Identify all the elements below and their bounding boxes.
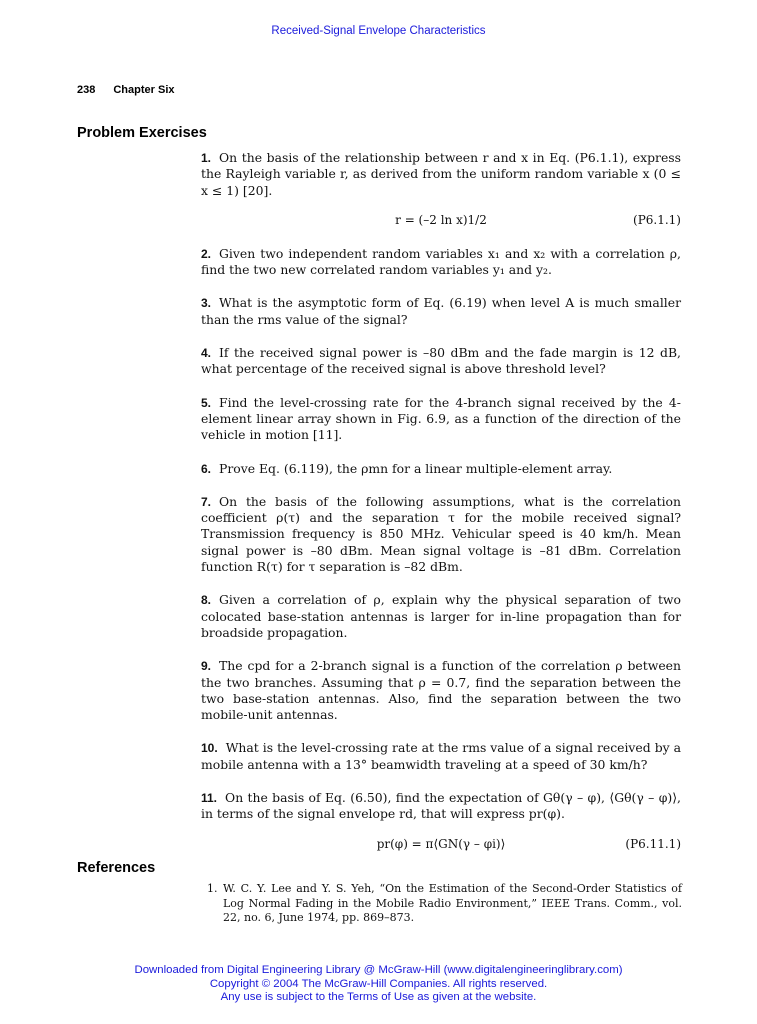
download-footer — [0, 964, 757, 1005]
problem-3: 3. What is the asymptotic form of Eq. (6.19) when level A is much smaller than the rms value of the signal? — [201, 295, 681, 327]
equation-p6-11-1 — [201, 836, 681, 856]
equation-label: (P6.11.1) — [625, 836, 681, 851]
problem-11: 11. On the basis of Eq. (6.50), find the expectation of Gθ(γ – φ), ⟨Gθ(γ – φ)⟩, in terms of the signal envelope rd, that will express pr(φ). — [201, 790, 681, 822]
problem-text: Find the level-crossing rate for the 4-branch signal received by the 4-element linear array shown in Fig. 6.9, as a function of the direction of the vehicle in motion [11]. — [201, 394, 681, 443]
page-line — [77, 84, 175, 96]
problem-text: On the basis of the relationship between r and x in Eq. (P6.1.1), express the Rayleigh variable r, as derived from the uniform random variable x (0 ≤ x ≤ 1) [20]. — [201, 150, 681, 198]
problem-5: 5. Find the level-crossing rate for the 4-branch signal received by the 4-element linear array shown in Fig. 6.9, as a function of the direction of the vehicle in motion [11]. — [201, 394, 681, 443]
problem-2: 2. Given two independent random variables x₁ and x₂ with a correlation ρ, find the two new correlated random variables y₁ and y₂. — [201, 245, 681, 278]
reference-1 — [207, 882, 682, 926]
references-heading: References — [77, 860, 156, 876]
problem-1: 1. On the basis of the relationship between r and x in Eq. (P6.1.1), express the Rayleigh variable r, as derived from the uniform random variable x (0 ≤ x ≤ 1) [20]. — [201, 150, 681, 198]
problem-text: On the basis of Eq. (6.50), find the expectation of Gθ(γ – φ), ⟨Gθ(γ – φ)⟩, in terms of the signal envelope rd, that will express pr(φ). — [201, 790, 681, 822]
problem-list — [201, 150, 681, 870]
page-number: 238 — [77, 84, 96, 96]
problem-text: If the received signal power is –80 dBm and the fade margin is 12 dB, what percentage of the received signal is above threshold level? — [201, 345, 681, 377]
footer-terms-link[interactable]: Any use is subject to the Terms of Use as given at the website. — [220, 991, 537, 1003]
problem-text: What is the level-crossing rate at the rms value of a signal received by a mobile antenna with a 13° beamwidth traveling at a speed of 30 km/h? — [201, 740, 681, 772]
problems-heading: Problem Exercises — [77, 125, 207, 141]
problem-text: Prove Eq. (6.119), the ρmn for a linear multiple-element array. — [219, 460, 613, 476]
footer-copyright: Copyright © 2004 The McGraw-Hill Companies. All rights reserved. — [209, 977, 548, 990]
problem-text: On the basis of the following assumptions, what is the correlation coefficient ρ(τ) and the separation τ for the mobile received signal? Transmission frequency is 850 MHz. Vehicular speed is 40 km/h. Mean signal power is –80 dBm. Mean signal voltage is –81 dBm. Correlation function R(τ) for τ separation is –82 dBm. — [201, 493, 681, 575]
footer-download-link[interactable]: Downloaded from Digital Engineering Library @ McGraw-Hill (www.digitalengineeringlibrary.com) — [134, 964, 623, 976]
running-head: Received-Signal Envelope Characteristics — [271, 25, 486, 37]
equation-expression: pr(φ) = π⟨GN(γ – φi)⟩ — [376, 836, 506, 851]
equation-expression: r = (–2 ln x)1/2 — [395, 212, 487, 227]
reference-number: 1. — [207, 882, 218, 895]
problem-7: 7. On the basis of the following assumptions, what is the correlation coefficient ρ(τ) and the separation τ for the mobile received signal? Transmission frequency is 850 MHz. Vehicular speed is 40 km/h. Mean signal power is –80 dBm. Mean signal voltage is –81 dBm. Correlation function R(τ) for τ separation is –82 dBm. — [201, 493, 681, 575]
problem-4: 4. If the received signal power is –80 dBm and the fade margin is 12 dB, what percentage of the received signal is above threshold level? — [201, 345, 681, 377]
reference-list — [207, 882, 682, 926]
problem-9: 9. The cpd for a 2-branch signal is a function of the correlation ρ between the two branches. Assuming that ρ = 0.7, find the separation between the two base-station antennas. Also, find the separation between the two mobile-unit antennas. — [201, 658, 681, 723]
reference-text: W. C. Y. Lee and Y. S. Yeh, “On the Estimation of the Second-Order Statistics of Log Normal Fading in the Mobile Radio Environment,” IEEE Trans. Comm., vol. 22, no. 6, June 1974, pp. 869–873. — [223, 882, 682, 924]
problem-6: 6. Prove Eq. (6.119), the ρmn for a linear multiple-element array. — [201, 460, 613, 476]
problem-text: What is the asymptotic form of Eq. (6.19) when level A is much smaller than the rms value of the signal? — [201, 295, 681, 327]
chapter-label: Chapter Six — [113, 84, 175, 96]
equation-label: (P6.1.1) — [633, 212, 681, 227]
problem-text: The cpd for a 2-branch signal is a function of the correlation ρ between the two branches. Assuming that ρ = 0.7, find the separation between the two base-station antennas. Also, find the separation between the two mobile-unit antennas. — [201, 658, 681, 723]
problem-8: 8. Given a correlation of ρ, explain why the physical separation of two colocated base-station antennas is larger for in-line propagation than for broadside propagation. — [201, 592, 681, 640]
problem-10: 10. What is the level-crossing rate at the rms value of a signal received by a mobile antenna with a 13° beamwidth traveling at a speed of 30 km/h? — [201, 740, 681, 772]
problem-text: Given a correlation of ρ, explain why the physical separation of two colocated base-station antennas is larger for in-line propagation than for broadside propagation. — [201, 592, 681, 640]
problem-text: Given two independent random variables x₁ and x₂ with a correlation ρ, find the two new correlated random variables y₁ and y₂. — [201, 245, 681, 278]
equation-p6-1-1 — [201, 212, 681, 232]
